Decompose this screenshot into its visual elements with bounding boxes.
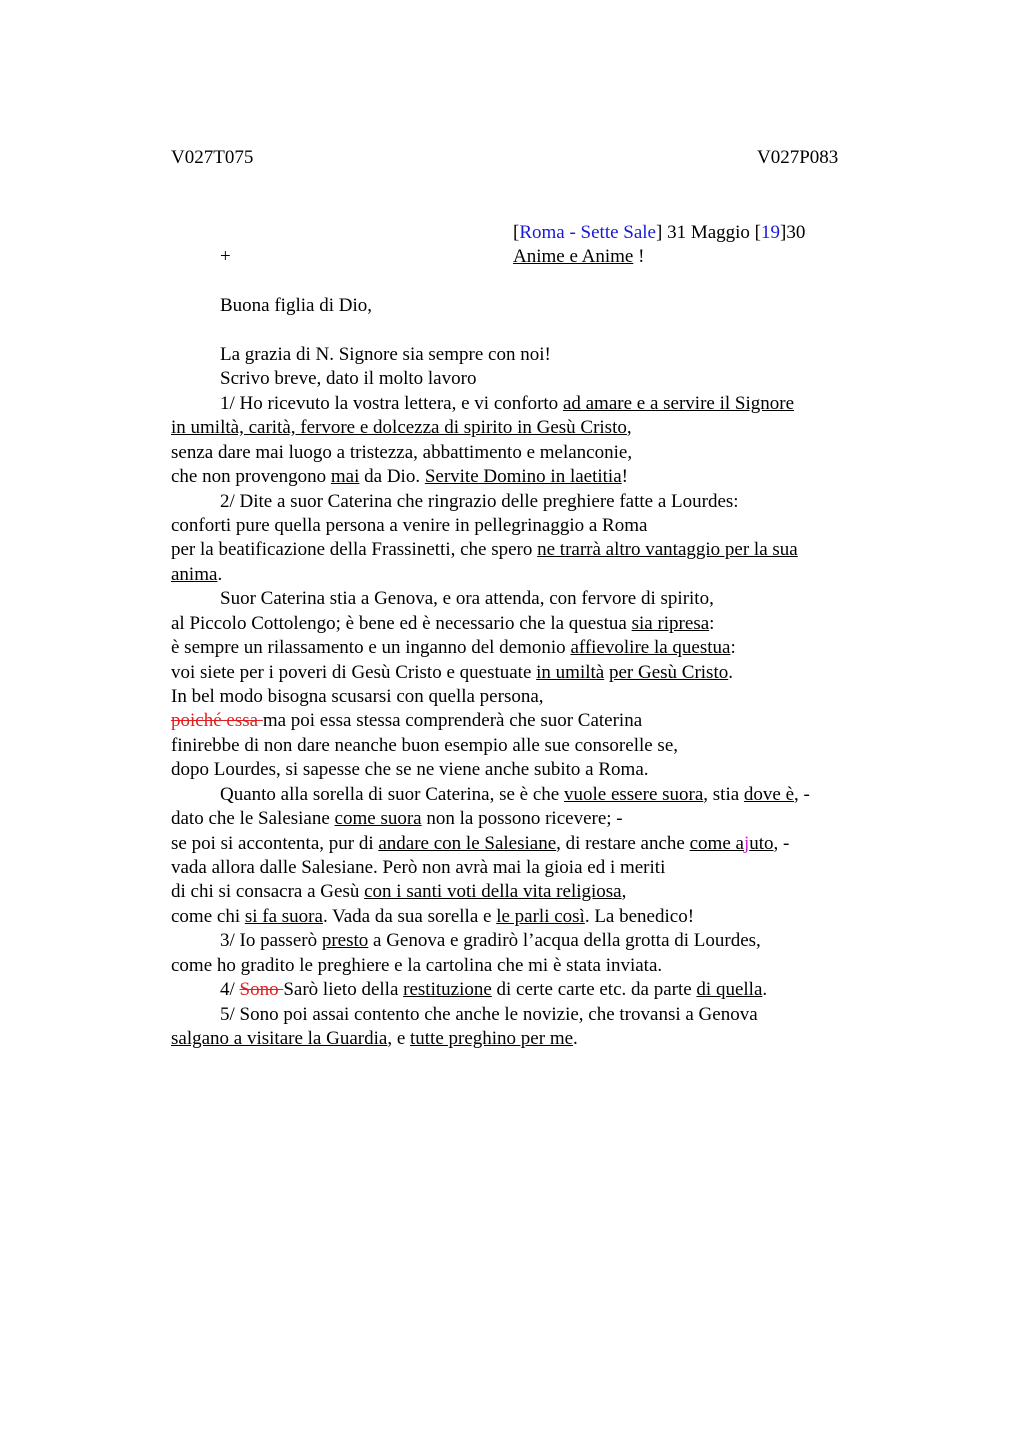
deleted-text: Sono <box>239 979 284 1000</box>
deleted-text: poiché essa <box>171 710 263 731</box>
letter-line: salgano a visitare la Guardia, e tutte preghino per me. <box>171 1028 578 1049</box>
letter-line: anima. <box>171 564 223 585</box>
letter-line: La grazia di N. Signore sia sempre con noi! <box>220 344 551 365</box>
letter-line: 2/ Dite a suor Caterina che ringrazio delle preghiere fatte a Lourdes: <box>220 491 739 512</box>
letter-line: Scrivo breve, dato il molto lavoro <box>220 368 477 389</box>
salutation: Buona figlia di Dio, <box>220 295 372 316</box>
letter-line: dato che le Salesiane come suora non la possono ricevere; - <box>171 808 623 829</box>
letter-line: 3/ Io passerò presto a Genova e gradirò l’acqua della grotta di Lourdes, <box>220 930 761 951</box>
place-date-line: [Roma - Sette Sale] 31 Maggio [19]30 <box>513 222 806 243</box>
letter-line: per la beatificazione della Frassinetti, che spero ne trarrà altro vantaggio per la sua <box>171 539 798 560</box>
letter-line: come ho gradito le preghiere e la cartolina che mi è stata inviata. <box>171 955 663 976</box>
motto: Anime e Anime ! <box>513 246 645 267</box>
letter-line: come chi si fa suora. Vada da sua sorella e le parli così. La benedico! <box>171 906 695 927</box>
letter-line: Suor Caterina stia a Genova, e ora attenda, con fervore di spirito, <box>220 588 714 609</box>
letter-line: dopo Lourdes, si sapesse che se ne viene anche subito a Roma. <box>171 759 649 780</box>
letter-line: vada allora dalle Salesiane. Però non avrà mai la gioia ed i meriti <box>171 857 666 878</box>
letter-line: è sempre un rilassamento e un inganno del demonio affievolire la questua: <box>171 637 736 658</box>
letter-line: Quanto alla sorella di suor Caterina, se è che vuole essere suora, stia dove è, - <box>220 784 810 805</box>
inserted-letter: j <box>743 833 750 854</box>
letter-line: 5/ Sono poi assai contento che anche le novizie, che trovansi a Genova <box>220 1004 758 1025</box>
letter-line: che non provengono mai da Dio. Servite Domino in laetitia! <box>171 466 628 487</box>
letter-line: In bel modo bisogna scusarsi con quella persona, <box>171 686 544 707</box>
letter-line: al Piccolo Cottolengo; è bene ed è necessario che la questua sia ripresa: <box>171 613 715 634</box>
header-left-code: V027T075 <box>171 147 254 168</box>
letter-line: 4/ Sono Sarò lieto della restituzione di certe carte etc. da parte di quella. <box>220 979 768 1000</box>
date-century: 19 <box>761 222 781 243</box>
letter-line: in umiltà, carità, fervore e dolcezza di spirito in Gesù Cristo, <box>171 417 632 438</box>
header-right-code: V027P083 <box>757 147 839 168</box>
letter-line: 1/ Ho ricevuto la vostra lettera, e vi conforto ad amare e a servire il Signore <box>220 393 794 414</box>
letter-line: senza dare mai luogo a tristezza, abbattimento e melanconie, <box>171 442 633 463</box>
letter-line: se poi si accontenta, pur di andare con le Salesiane, di restare anche come ajuto, - <box>171 833 790 854</box>
letter-line: voi siete per i poveri di Gesù Cristo e questuate in umiltà per Gesù Cristo. <box>171 662 733 683</box>
cross-symbol: + <box>220 246 231 267</box>
place-name: Roma - Sette Sale <box>519 222 656 243</box>
letter-line: di chi si consacra a Gesù con i santi voti della vita religiosa, <box>171 881 627 902</box>
letter-line: finirebbe di non dare neanche buon esempio alle sue consorelle se, <box>171 735 679 756</box>
letter-line: poiché essa ma poi essa stessa comprenderà che suor Caterina <box>171 710 643 731</box>
letter-line: conforti pure quella persona a venire in pellegrinaggio a Roma <box>171 515 648 536</box>
